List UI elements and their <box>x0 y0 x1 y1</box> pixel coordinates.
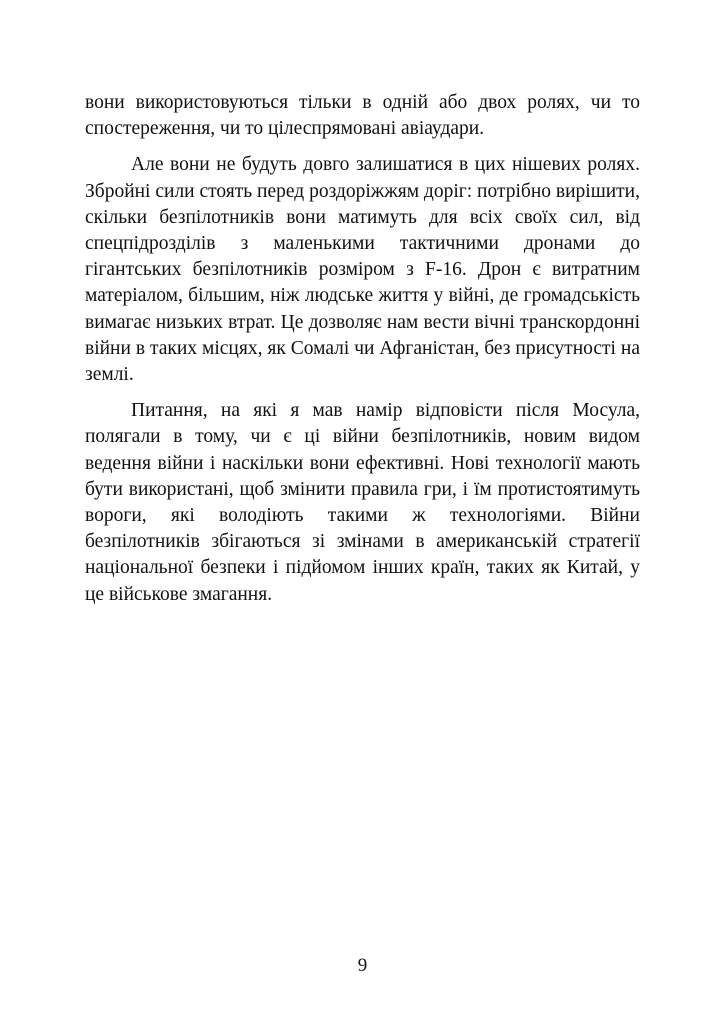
page-number: 9 <box>357 955 368 976</box>
paragraph-2: Але вони не будуть довго залишатися в цих нішевих ролях. Збройні сили стоять перед роздоріжжям доріг: потрібно вирішити, скільки безпілотників вони матимуть для всіх своїх сил, від спецпідрозділів з маленькими тактичними дронами до гігантських безпілотників розміром з F-16. Дрон є витратним матеріалом, більшим, ніж людське життя у війні, де громадськість вимагає низьких втрат. Це дозволяє нам вести вічні транскордонні війни в таких місцях, як Сомалі чи Афганістан, без присутності на землі. <box>85 154 640 386</box>
paragraph-1: вони використовуються тільки в одній або двох ролях, чи то спостереження, чи то цілеспрямовані авіаудари. <box>85 92 640 140</box>
body-text <box>85 90 640 618</box>
paragraph-3: Питання, на які я мав намір відповісти після Мосула, полягали в тому, чи є ці війни безпілотників, новим видом ведення війни і наскільки вони ефективні. Нові технології мають бути використані, щоб змінити правила гри, і їм протистоятимуть вороги, які володіють такими ж технологіями. Війни безпілотників збігаються зі змінами в американській стратегії національної безпеки і підйомом інших країн, таких як Китай, у це військове змагання. <box>85 400 640 605</box>
